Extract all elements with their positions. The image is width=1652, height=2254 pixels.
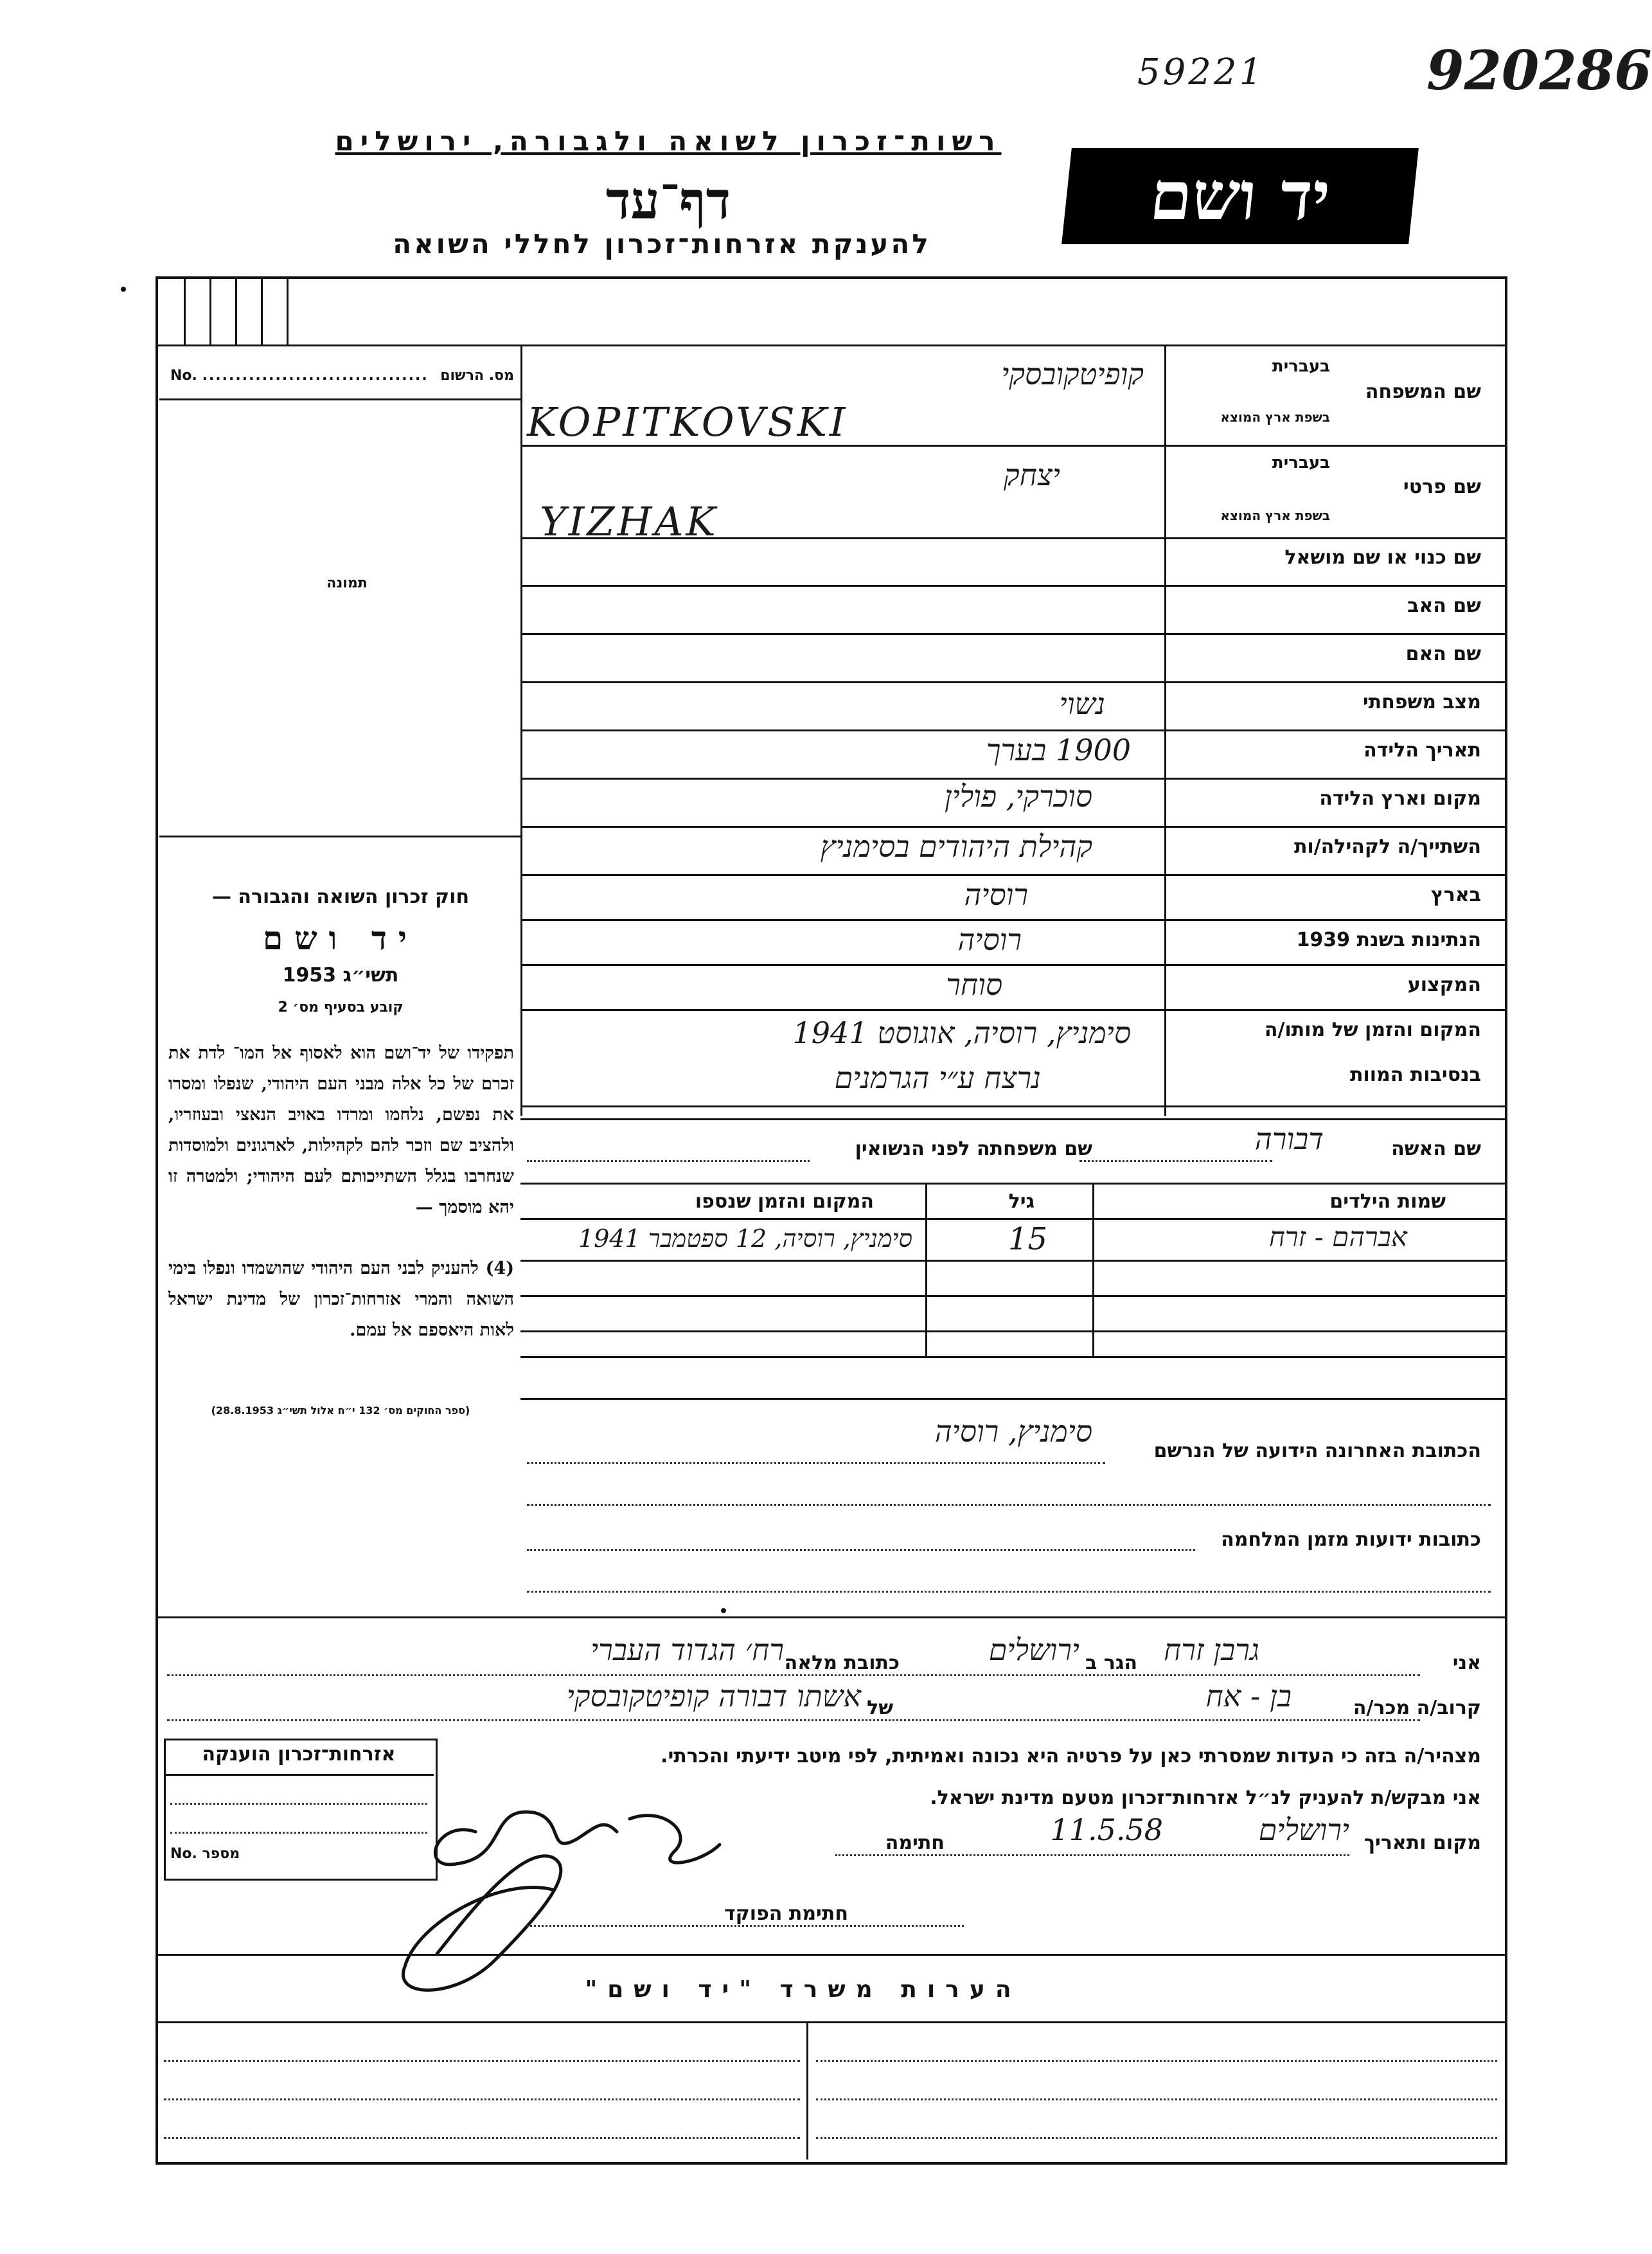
law-title: חוק זכרון השואה והגבורה —	[211, 886, 470, 908]
declaration-text: מצהיר/ה בזה כי העדות שמסרתי כאן על פרטיה היא נכונה ואמיתית, לפי מיטב ידיעתי והכרתי.	[661, 1745, 1481, 1767]
maiden-name-label: שם משפחתה לפני הנשואין	[855, 1138, 1092, 1160]
first-name-origin-label: בשפת ארץ המוצא	[1220, 508, 1330, 523]
last-address-label: הכתובת האחרונה הידועה של הנרשם	[1153, 1440, 1481, 1462]
nickname-label: שם כנוי או שם מושאל	[1284, 546, 1481, 569]
law-clause: קובע בסעיף מס׳ 2	[278, 999, 404, 1015]
community-value: קהילת היהודים בסימניץ	[820, 829, 1092, 864]
war-address-label: כתובות ידועות מזמן המלחמה	[1221, 1528, 1481, 1551]
first-name-latin-value: YIZHAK	[540, 498, 718, 545]
relative-label: קרוב/ה מכר/ה	[1353, 1697, 1481, 1719]
children-place-header: המקום והזמן שנספו	[695, 1190, 874, 1213]
request-text: אני מבקש/ת להעניק לנ״ל אזרחות־זכרון מטעם מדינת ישראל.	[930, 1787, 1481, 1809]
law-reference: (ספר החוקים מס׳ 132 י״ח אלול תשי״ג 28.8.1953)	[211, 1404, 470, 1417]
law-text-citizenship: (4) להעניק לבני העם היהודי שהושמדו ונפלו בימי השואה והמרי אזרחות־זכרון של מדינת ישראל לאות היאספם אל עמם.	[168, 1258, 514, 1340]
child-place-value: סימניץ, רוסיה, 12 ספטמבר 1941	[578, 1224, 912, 1253]
death-circumstances-value: נרצח ע״י הגרמנים	[834, 1060, 1041, 1095]
family-name-label: שם המשפחה	[1365, 380, 1481, 403]
child-name-value: אברהם - זרח	[1269, 1221, 1407, 1253]
birthdate-label: תאריך הלידה	[1363, 739, 1481, 762]
death-place-label: המקום והזמן של מותו/ה	[1264, 1019, 1481, 1041]
age-header: גיל	[1008, 1190, 1035, 1213]
date-value: 11.5.58	[1050, 1812, 1163, 1847]
registration-label: מס. הרשום	[440, 368, 514, 384]
of-label: של	[867, 1697, 893, 1719]
form-subtitle: להענקת אזרחות־זכרון לחללי השואה	[393, 228, 931, 260]
birthdate-value: 1900 בערך	[986, 733, 1131, 767]
signature-label: חתימה	[885, 1832, 945, 1854]
wife-name-value: דבורה	[1254, 1122, 1324, 1156]
photo-label: תמונה	[326, 575, 368, 591]
family-name-hebrew-value: קופיטקובסקי	[1001, 357, 1144, 391]
witness-name-value: גרבן זרח	[1164, 1632, 1259, 1667]
first-name-hebrew-value: יצחק	[1003, 458, 1060, 492]
first-name-hebrew-label: בעברית	[1272, 453, 1330, 472]
last-address-value: סימניץ, רוסיה	[934, 1414, 1092, 1449]
country-label: בארץ	[1430, 884, 1481, 906]
death-circumstances-label: בנסיבות המוות	[1349, 1064, 1481, 1086]
community-label: השתייך/ה לקהילה/ות	[1293, 836, 1481, 858]
wife-name-label: שם האשה	[1391, 1138, 1481, 1160]
place-date-label: מקום ותאריך	[1363, 1832, 1481, 1854]
full-address-value: רח׳ הגדוד העברי	[591, 1632, 784, 1667]
citizenship-box-title: אזרחות־זכרון הוענקה	[202, 1743, 396, 1766]
birthplace-label: מקום וארץ הלידה	[1319, 787, 1481, 810]
archive-number: 59221	[1137, 51, 1265, 93]
country-value: רוסיה	[964, 877, 1028, 912]
citizenship-number-label: No. מספר	[170, 1846, 240, 1862]
child-age-value: 15	[1008, 1221, 1047, 1257]
nationality-value: רוסיה	[957, 922, 1022, 957]
mother-name-label: שם האם	[1405, 643, 1481, 665]
law-text-purpose: תפקידו של יד־ושם הוא לאסוף אל המו־ לדת את זכרם של כל אלה מבני העם היהודי, שנפלו ומסרו את נפשם, נלחמו ומרדו באויב הנאצי ובעוזריו, ולהציב שם וזכר להם לקהילות, לארגונים ולמוסדות שנחרבו בגלל השתייכותם לעם היהודי; ולמטרה זו יהא מוסמך —	[168, 1043, 514, 1217]
yad-vashem-logo: יד ושם	[1061, 148, 1419, 244]
nationality-label: הנתינות בשנת 1939	[1296, 929, 1481, 951]
first-name-label: שם פרטי	[1403, 476, 1481, 498]
form-title: דף־עד	[605, 170, 731, 231]
registration-no: No. ..................................	[170, 368, 429, 384]
place-value: ירושלים	[1258, 1812, 1349, 1847]
witness-label: אני	[1452, 1652, 1481, 1674]
residence-value: ירושלים	[988, 1632, 1079, 1667]
marital-status-label: מצב משפחתי	[1362, 691, 1481, 713]
family-name-origin-label: בשפת ארץ המוצא	[1220, 409, 1330, 425]
law-year: תשי״ג 1953	[282, 964, 399, 987]
full-address-label: כתובת מלאה	[784, 1652, 900, 1674]
residence-label: הגר ב	[1085, 1652, 1137, 1674]
margin-mark	[121, 287, 126, 292]
marital-status-value: נשוי	[1059, 686, 1105, 721]
authority-name: רשות־זכרון לשואה ולגבורה, ירושלים	[335, 125, 1002, 157]
death-place-value: סימניץ, רוסיה, אוגוסט 1941	[792, 1015, 1131, 1050]
profession-value: סוחר	[946, 967, 1002, 1002]
no-label: No.	[170, 368, 197, 384]
profession-label: המקצוע	[1407, 974, 1481, 996]
relative-value: בן - אח	[1205, 1679, 1292, 1713]
archive-number-large: 920286	[1426, 39, 1652, 102]
father-name-label: שם האב	[1407, 595, 1481, 617]
of-value: אשתו דבורה קופיטקובסקי	[566, 1679, 861, 1713]
office-notes-title: הערות משרד "יד ושם"	[585, 1976, 1022, 2003]
children-names-header: שמות הילדים	[1329, 1190, 1446, 1213]
birthplace-value: סוכרקי, פולין	[944, 779, 1092, 814]
family-name-latin-value: KOPITKOVSKI	[527, 398, 848, 445]
margin-mark	[721, 1608, 726, 1613]
official-signature-label: חתימת הפוקד	[724, 1902, 848, 1925]
family-name-hebrew-label: בעברית	[1272, 357, 1330, 376]
law-name: יד ושם	[263, 919, 418, 957]
